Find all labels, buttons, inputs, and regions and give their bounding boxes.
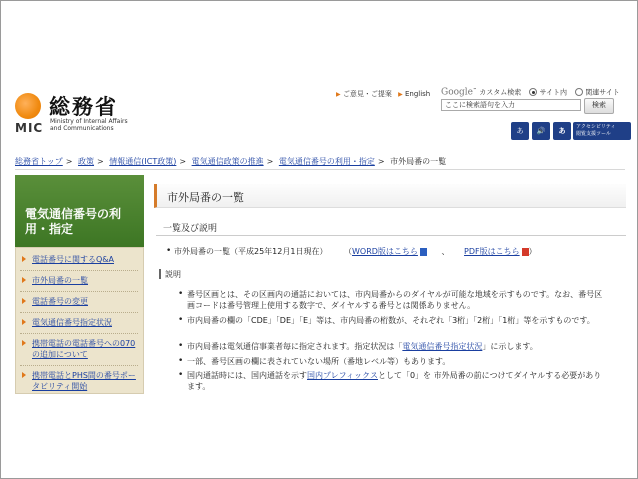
para5-text-end: として「0」を 市外局番の前につけてダイヤルする必要があります。 bbox=[187, 371, 602, 391]
chevron-right-icon: > bbox=[179, 157, 187, 166]
para5-text: 国内通話時には、国内通話を示す bbox=[187, 371, 307, 380]
sidebar-item-label[interactable]: 電話番号に関するQ&A bbox=[32, 255, 115, 264]
sidebar-item-label[interactable]: 携帯電話の電話番号への070の追加について bbox=[32, 339, 136, 359]
breadcrumb-item[interactable]: 電気通信番号の利用・指定 bbox=[278, 157, 375, 166]
arrow-icon: ▶ bbox=[398, 91, 403, 98]
sub-header bbox=[165, 269, 181, 280]
page-title: 市外局番の一覧 bbox=[167, 191, 244, 204]
description-item: • 番号区画とは、その区画内の通話においては、市内局番からのダイヤルが可能な地域を示すものです。なお、番号区画コードは番号管理上使用する数字で、ダイヤルする番号とは関係ありません。 bbox=[187, 289, 607, 311]
sidebar-item-label[interactable]: 電話番号の変更 bbox=[32, 297, 88, 306]
radio-site-internal[interactable] bbox=[529, 88, 537, 96]
accessibility-tool-button[interactable] bbox=[573, 122, 631, 140]
logo-en-line2: and Communications bbox=[50, 125, 114, 132]
search-button[interactable]: 検索 bbox=[584, 98, 614, 114]
sidebar-item-label[interactable]: 携帯電話とPHS間の番号ポータビリティ開始 bbox=[32, 371, 136, 391]
description-item: • 市内局番の欄の「CDE」「DE」「E」等は、市内局番の桁数が、それぞれ「3桁」「2桁」「1桁」等を示すものです。 bbox=[187, 315, 607, 326]
speech-button[interactable]: 🔊 bbox=[532, 122, 550, 140]
sidebar-item-label[interactable]: 電気通信番号指定状況 bbox=[32, 318, 112, 327]
google-label: Google bbox=[441, 87, 473, 98]
breadcrumb-item[interactable]: 情報通信(ICT政策) bbox=[109, 157, 177, 166]
assignment-status-link[interactable]: 電気通信番号指定状況 bbox=[402, 342, 483, 351]
radio-related-label: 関連サイト bbox=[585, 88, 620, 97]
logo-mic-text: MIC bbox=[15, 121, 44, 135]
bullet-arrow-icon bbox=[22, 340, 26, 346]
search-input[interactable]: ここに検索語句を入力 bbox=[441, 99, 581, 111]
bullet-arrow-icon bbox=[22, 277, 26, 283]
chevron-right-icon: > bbox=[97, 157, 104, 166]
sidebar-title: 電気通信番号の利用・指定 bbox=[25, 207, 122, 236]
word-file-icon bbox=[420, 248, 427, 256]
sub-title: 説明 bbox=[165, 270, 181, 279]
feedback-link[interactable]: ご意見・ご提案 bbox=[342, 90, 392, 98]
domestic-prefix-link[interactable]: 国内プレフィックス bbox=[307, 371, 378, 380]
pdf-link[interactable]: PDF版はこちら bbox=[464, 247, 520, 256]
list-item-text: 市外局番の一覧（平成25年12月1日現在） bbox=[174, 247, 328, 256]
divider bbox=[20, 312, 138, 313]
breadcrumb-item[interactable]: 電気通信政策の推進 bbox=[191, 157, 264, 166]
divider bbox=[20, 365, 138, 366]
logo-en-line1: Ministry of Internal Affairs bbox=[50, 118, 128, 125]
para3-text: 市内局番は電気通信事業者毎に指定されます。指定状況は「 bbox=[187, 342, 403, 351]
logo-english-name bbox=[50, 118, 160, 132]
paren-open: （ bbox=[344, 247, 352, 256]
divider bbox=[15, 169, 625, 170]
chevron-right-icon: > bbox=[65, 157, 73, 166]
accessibility-line1: アクセシビリティ bbox=[576, 124, 616, 130]
arrow-icon: ▶ bbox=[336, 91, 341, 98]
breadcrumb-item[interactable]: 政策 bbox=[78, 157, 95, 166]
para3-text-end: 」に示します。 bbox=[482, 342, 538, 351]
description-item bbox=[187, 370, 607, 392]
ruby-toggle-button[interactable]: あ bbox=[511, 122, 529, 140]
page-title-bar bbox=[154, 184, 626, 208]
divider bbox=[20, 291, 138, 292]
breadcrumb bbox=[15, 156, 446, 167]
list-item bbox=[174, 246, 537, 257]
breadcrumb-current: 市外局番の一覧 bbox=[390, 157, 447, 166]
accessibility-line2: 閲覧支援ツール bbox=[576, 131, 611, 137]
top-links bbox=[336, 89, 430, 99]
radio-related-sites[interactable] bbox=[575, 88, 583, 96]
divider bbox=[20, 333, 138, 334]
description-item: • 一部、番号区画の欄に表されていない場所（番地レベル等）もあります。 bbox=[187, 356, 607, 367]
sub-header-mark bbox=[159, 269, 161, 279]
sidebar-nav bbox=[15, 247, 144, 394]
section-title: 一覧及び説明 bbox=[163, 224, 218, 234]
sidebar-header bbox=[15, 175, 144, 247]
bullet-arrow-icon bbox=[22, 298, 26, 304]
sidebar-item-label[interactable]: 市外局番の一覧 bbox=[32, 276, 88, 285]
bullet-arrow-icon bbox=[22, 319, 26, 325]
paren-close: ） bbox=[528, 247, 537, 256]
divider bbox=[20, 270, 138, 271]
search-options: Google™ カスタム検索 サイト内 関連サイト bbox=[441, 87, 620, 98]
pdf-file-icon bbox=[522, 248, 529, 256]
logo-kanji: 総務省 bbox=[49, 94, 118, 119]
description-item bbox=[187, 341, 607, 352]
english-link[interactable]: English bbox=[404, 90, 431, 98]
section-header bbox=[156, 219, 626, 236]
chevron-right-icon: > bbox=[377, 157, 385, 166]
bullet-arrow-icon bbox=[22, 372, 26, 378]
bullet-arrow-icon bbox=[22, 256, 26, 262]
word-link[interactable]: WORD版はこちら bbox=[352, 247, 418, 256]
logo-sun-icon bbox=[15, 93, 41, 119]
custom-search-label: カスタム検索 bbox=[479, 88, 522, 97]
radio-site-label: サイト内 bbox=[539, 88, 567, 97]
breadcrumb-item[interactable]: 総務省トップ bbox=[15, 157, 63, 166]
chevron-right-icon: > bbox=[266, 157, 274, 166]
text-size-button[interactable]: あ bbox=[553, 122, 571, 140]
separator: 、 bbox=[441, 247, 450, 256]
